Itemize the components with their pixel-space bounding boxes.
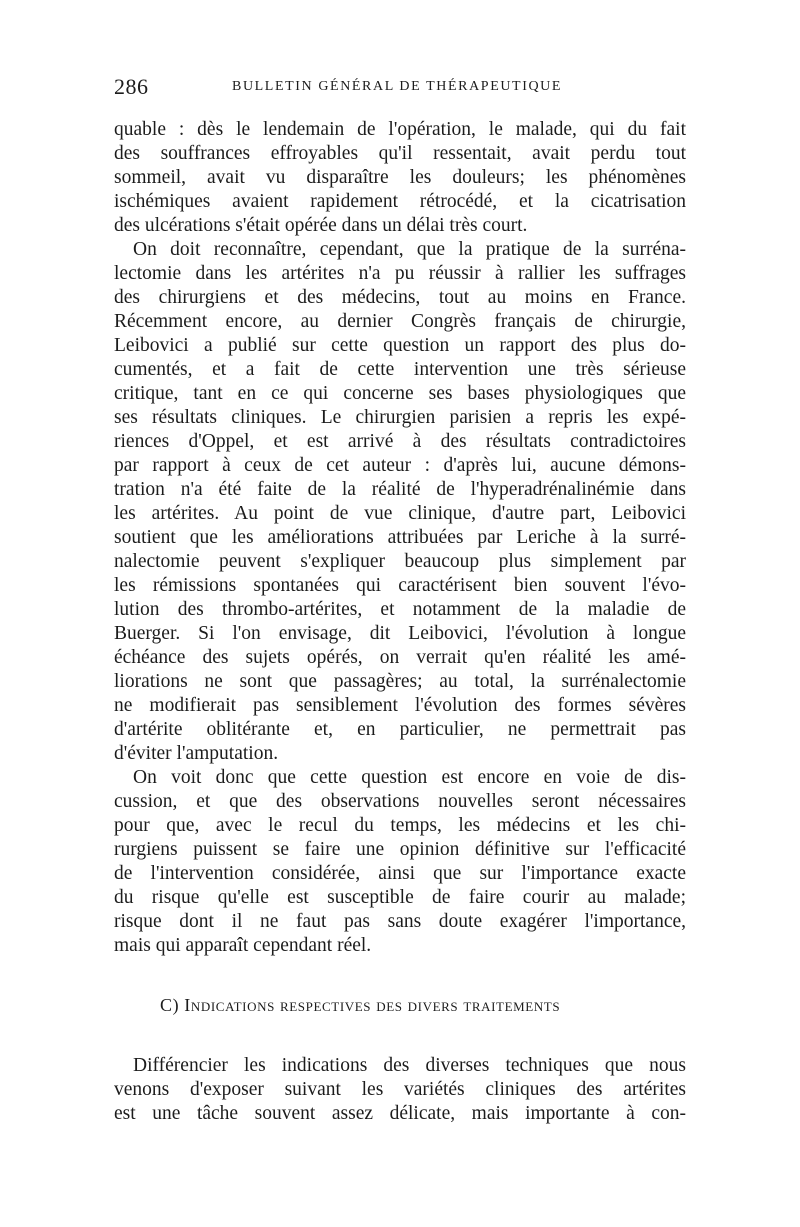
text-line: tration n'a été faite de la réalité de l'hyperadrénalinémie dans — [114, 479, 686, 500]
text-line: cumentés, et a fait de cette intervention une très sérieuse — [114, 359, 686, 380]
text-line: Différencier les indications des diverses techniques que nous — [133, 1055, 686, 1076]
text-line: les rémissions spontanées qui caractérisent bien souvent l'évo- — [114, 575, 686, 596]
text-line: de l'intervention considérée, ainsi que sur l'importance exacte — [114, 863, 686, 884]
body-text — [114, 118, 686, 1126]
section-spacer — [114, 958, 686, 990]
text-line: du risque qu'elle est susceptible de faire courir au malade; — [114, 887, 686, 908]
text-line: rurgiens puissent se faire une opinion définitive sur l'efficacité — [114, 839, 686, 860]
text-line: des souffrances effroyables qu'il ressentait, avait perdu tout — [114, 143, 686, 164]
text-line: Leibovici a publié sur cette question un rapport des plus do- — [114, 335, 686, 356]
text-line: venons d'exposer suivant les variétés cliniques des artérites — [114, 1079, 686, 1100]
section-spacer — [114, 1020, 686, 1054]
paragraph-3 — [114, 766, 686, 958]
text-line: échéance des sujets opérés, on verrait qu'en réalité les amé- — [114, 647, 686, 668]
text-line: On voit donc que cette question est encore en voie de dis- — [133, 767, 686, 788]
text-line: lectomie dans les artérites n'a pu réussir à rallier les suffrages — [114, 263, 686, 284]
running-title: BULLETIN GÉNÉRAL DE THÉRAPEUTIQUE — [232, 79, 563, 94]
text-line: d'artérite oblitérante et, en particulier, ne permettrait pas — [114, 719, 686, 740]
text-line: d'éviter l'amputation. — [114, 743, 279, 764]
text-line: des ulcérations s'était opérée dans un délai très court. — [114, 215, 528, 236]
text-line: risque dont il ne faut pas sans doute exagérer l'importance, — [114, 911, 686, 932]
text-line: les artérites. Au point de vue clinique, d'autre part, Leibovici — [114, 503, 686, 524]
text-line: Récemment encore, au dernier Congrès français de chirurgie, — [114, 311, 686, 332]
text-line: liorations ne sont que passagères; au total, la surrénalectomie — [114, 671, 686, 692]
page-header — [114, 74, 686, 104]
text-line: soutient que les améliorations attribuées par Leriche à la surré- — [114, 527, 686, 548]
text-line: Buerger. Si l'on envisage, dit Leibovici, l'évolution à longue — [114, 623, 686, 644]
text-line: lution des thrombo-artérites, et notamment de la maladie de — [114, 599, 686, 620]
text-line: critique, tant en ce qui concerne ses bases physiologiques que — [114, 383, 686, 404]
text-line: cussion, et que des observations nouvelles seront nécessaires — [114, 791, 686, 812]
text-line: ses résultats cliniques. Le chirurgien parisien a repris les expé- — [114, 407, 686, 428]
text-line: riences d'Oppel, et est arrivé à des résultats contradictoires — [114, 431, 686, 452]
text-line: est une tâche souvent assez délicate, mais importante à con- — [114, 1103, 686, 1124]
paragraph-4 — [114, 1054, 686, 1126]
text-line: nalectomie peuvent s'expliquer beaucoup plus simplement par — [114, 551, 686, 572]
text-line: mais qui apparaît cependant réel. — [114, 935, 372, 956]
section-heading: C) Indications respectives des divers traitements — [160, 995, 561, 1015]
paragraph-2 — [114, 238, 686, 766]
text-line: On doit reconnaître, cependant, que la pratique de la surréna- — [133, 239, 686, 260]
text-line: ne modifierait pas sensiblement l'évolution des formes sévères — [114, 695, 686, 716]
text-line: ischémiques avaient rapidement rétrocédé, et la cicatrisation — [114, 191, 686, 212]
text-line: par rapport à ceux de cet auteur : d'après lui, aucune démons- — [114, 455, 686, 476]
paragraph-1 — [114, 118, 686, 238]
text-line: pour que, avec le recul du temps, les médecins et les chi- — [114, 815, 686, 836]
text-line: quable : dès le lendemain de l'opération, le malade, qui du fait — [114, 119, 686, 140]
text-line: sommeil, avait vu disparaître les douleurs; les phénomènes — [114, 167, 686, 188]
page-number: 286 — [114, 74, 149, 99]
text-line: des chirurgiens et des médecins, tout au moins en France. — [114, 287, 686, 308]
